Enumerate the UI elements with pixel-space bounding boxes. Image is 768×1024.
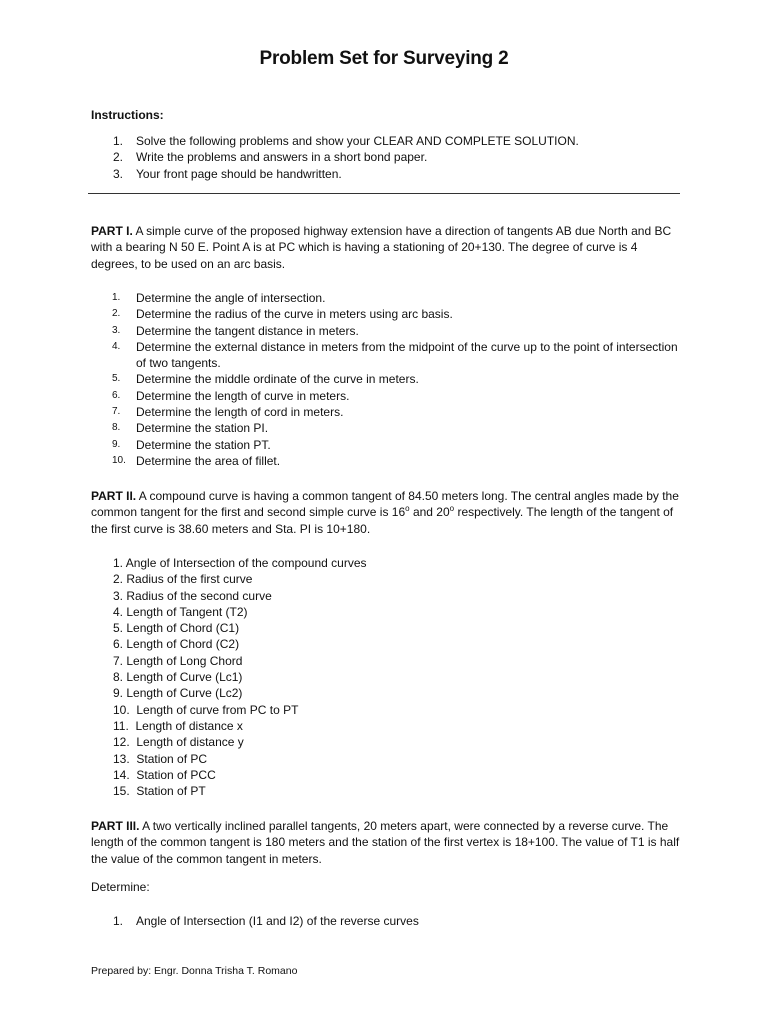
list-text: Determine the radius of the curve in meters using arc basis. <box>136 307 453 322</box>
list-text: Length of Long Chord <box>126 653 243 668</box>
list-item <box>91 751 681 767</box>
part2-label: PART II. <box>91 489 137 503</box>
list-number: 5. <box>113 621 124 636</box>
list-number: 4. <box>112 340 121 352</box>
part1-text: A simple curve of the proposed highway extension have a direction of tangents AB due North and BC with a bearing N 50 E. Point A is at PC which is having a stationing of 20+130. The degree of curve is 4 degrees, to be used on an arc basis. <box>91 224 672 271</box>
list-item <box>91 734 681 750</box>
list-text: Length of Chord (C2) <box>126 637 240 652</box>
list-text: Determine the angle of intersection. <box>136 291 326 305</box>
list-item <box>91 913 681 929</box>
list-text: Length of Curve (Lc2) <box>126 686 243 701</box>
list-item <box>91 420 681 436</box>
list-item <box>91 323 681 339</box>
list-number: 15. <box>113 784 130 799</box>
list-item <box>91 453 681 469</box>
list-item <box>91 767 681 783</box>
list-number: 3. <box>113 166 124 181</box>
degree-sign: o <box>449 504 455 514</box>
list-item <box>91 149 681 165</box>
part3-text: A two vertically inclined parallel tangents, 20 meters apart, were connected by a reverse curve. The length of the common tangent is 180 meters and the station of the first vertex is 18+100. The value of T1 is half the value of the common tangent in meters. <box>91 819 680 866</box>
list-number: 4. <box>113 604 124 619</box>
part1-paragraph <box>91 223 681 272</box>
list-number: 5. <box>112 373 121 385</box>
part2-list <box>91 555 681 799</box>
list-text: Write the problems and answers in a short bond paper. <box>136 150 428 165</box>
instructions-heading: Instructions: <box>91 108 164 122</box>
page-title: Problem Set for Surveying 2 <box>259 48 509 69</box>
instructions-list <box>91 133 681 182</box>
list-text: Station of PC <box>136 751 208 766</box>
list-number: 8. <box>112 422 121 434</box>
list-item <box>91 702 681 718</box>
list-item <box>91 653 681 669</box>
list-text: Determine the length of cord in meters. <box>136 405 344 420</box>
list-number: 9. <box>113 686 124 701</box>
list-item <box>91 604 681 620</box>
list-text: Length of Chord (C1) <box>126 621 240 636</box>
list-item <box>91 669 681 685</box>
list-number: 11. <box>113 718 129 733</box>
determine-label: Determine: <box>91 880 150 894</box>
list-item <box>91 685 681 701</box>
list-item <box>91 783 681 799</box>
list-text: Length of Curve (Lc1) <box>126 670 243 685</box>
list-text: Your front page should be handwritten. <box>136 166 342 181</box>
list-text: Determine the length of curve in meters. <box>136 388 350 403</box>
list-number: 10. <box>112 454 126 466</box>
list-item <box>91 133 681 149</box>
list-text: Determine the tangent distance in meters. <box>136 323 359 338</box>
list-item <box>91 404 681 420</box>
divider <box>88 193 680 194</box>
list-number: 1. <box>113 134 124 148</box>
list-number: 7. <box>113 653 124 668</box>
part2-paragraph <box>91 488 681 537</box>
list-item <box>91 437 681 453</box>
list-item <box>91 166 681 182</box>
list-number: 8. <box>113 670 124 685</box>
list-text: Determine the station PI. <box>136 421 269 436</box>
list-item <box>91 718 681 734</box>
list-number: 10. <box>113 702 130 717</box>
list-number: 12. <box>113 735 130 750</box>
list-text: Determine the area of fillet. <box>136 453 281 468</box>
list-text: Length of distance x <box>135 718 243 733</box>
list-number: 13. <box>113 751 130 766</box>
part3-list <box>91 913 681 929</box>
list-item <box>91 388 681 404</box>
part1-list <box>91 290 681 469</box>
list-item <box>91 306 681 322</box>
list-number: 6. <box>112 389 121 401</box>
list-text: Length of Tangent (T2) <box>126 604 248 619</box>
list-number: 3. <box>113 588 124 603</box>
list-number: 6. <box>113 637 124 652</box>
part2-text-b: and 20 <box>409 505 450 520</box>
list-item <box>91 290 681 306</box>
list-text: Angle of Intersection (I1 and I2) of the reverse curves <box>136 914 419 928</box>
list-number: 2. <box>112 308 121 320</box>
part2-text-a: A compound curve is having a common tangent of 84.50 meters long. The central angles made by the common tangent for the first and second simple curve is 16 <box>91 489 679 520</box>
list-item <box>91 371 681 387</box>
list-item <box>91 620 681 636</box>
list-text: Station of PCC <box>136 767 216 782</box>
degree-sign: o <box>405 504 410 514</box>
list-item <box>91 555 681 571</box>
list-number: 9. <box>112 438 121 450</box>
footer-prepared-by: Prepared by: Engr. Donna Trisha T. Romano <box>91 965 298 977</box>
list-text: Determine the station PT. <box>136 437 271 452</box>
list-item <box>91 571 681 587</box>
list-number: 2. <box>113 150 124 165</box>
list-number: 3. <box>112 324 121 336</box>
list-number: 1. <box>112 292 121 303</box>
list-number: 1. <box>113 914 124 928</box>
list-text: Length of distance y <box>136 735 244 750</box>
list-item <box>91 636 681 652</box>
list-item <box>91 588 681 604</box>
list-text: Radius of the second curve <box>126 588 272 603</box>
list-text: Length of curve from PC to PT <box>136 702 299 717</box>
part3-label: PART III. <box>91 819 140 833</box>
list-text: Determine the middle ordinate of the curve in meters. <box>136 372 419 387</box>
list-number: 2. <box>113 572 124 587</box>
part1-label: PART I. <box>91 224 133 238</box>
part2-text-c: respectively. The length of the tangent of the first curve is 38.60 meters and Sta. PI is 10+180. <box>91 505 674 536</box>
list-number: 7. <box>112 406 121 418</box>
list-text: Station of PT <box>136 784 206 799</box>
list-text: Solve the following problems and show your CLEAR AND COMPLETE SOLUTION. <box>136 134 579 148</box>
list-text: Determine the external distance in meters from the midpoint of the curve up to the point of intersection of two tangents. <box>136 339 678 371</box>
list-text: Radius of the first curve <box>126 572 253 587</box>
part3-paragraph <box>91 818 681 867</box>
list-number: 1. <box>113 556 124 570</box>
list-number: 14. <box>113 767 130 782</box>
list-text: Angle of Intersection of the compound curves <box>125 556 367 570</box>
list-item <box>91 339 681 372</box>
